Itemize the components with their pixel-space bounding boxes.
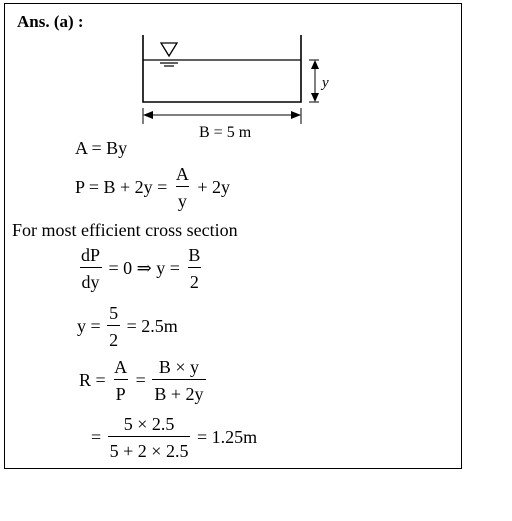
width-label: B = 5 m xyxy=(199,124,252,141)
efficient-section-statement: For most efficient cross section xyxy=(12,220,238,240)
area-equation: A = By xyxy=(75,138,128,158)
a-over-p-fraction: $\frac{A}{P}$ xyxy=(114,357,128,404)
dp-dy-fraction: $\frac{dP}{dy}$ xyxy=(81,245,101,292)
depth-equation: y = $\frac{5}{2}$ = 2.5m xyxy=(77,303,178,350)
width-dimension-arrow xyxy=(143,108,301,124)
hydraulic-radius-equation: R = $\frac{A}{P}$ = $\frac{B \times y}{B + 2y}$ xyxy=(79,357,204,404)
a-over-y-fraction: $\frac{A}{y}$ xyxy=(175,164,189,211)
b-over-2-fraction: $\frac{B}{2}$ xyxy=(188,245,201,292)
answer-box xyxy=(4,3,462,469)
depth-label: y xyxy=(322,75,329,91)
water-level-icon xyxy=(160,43,178,66)
derivative-equation: $\frac{dP}{dy}$ = 0 ⇒ y = $\frac{B}{2}$ xyxy=(81,245,201,292)
depth-dimension-arrow xyxy=(309,60,319,102)
result-equation: = $\frac{5 \times 2.5}{5 + 2 \times 2.5}$ = 1.25m xyxy=(91,414,258,461)
answer-heading: Ans. (a) : xyxy=(17,12,84,31)
perimeter-equation: P = B + 2y = $\frac{A}{y}$ + 2y xyxy=(75,164,230,211)
channel-section xyxy=(143,35,301,102)
five-over-two-fraction: $\frac{5}{2}$ xyxy=(109,303,119,350)
by-over-b-plus-2y-fraction: $\frac{B \times y}{B + 2y}$ xyxy=(154,357,204,404)
channel-diagram xyxy=(125,30,345,150)
result-fraction: $\frac{5 \times 2.5}{5 + 2 \times 2.5}$ xyxy=(109,414,189,461)
